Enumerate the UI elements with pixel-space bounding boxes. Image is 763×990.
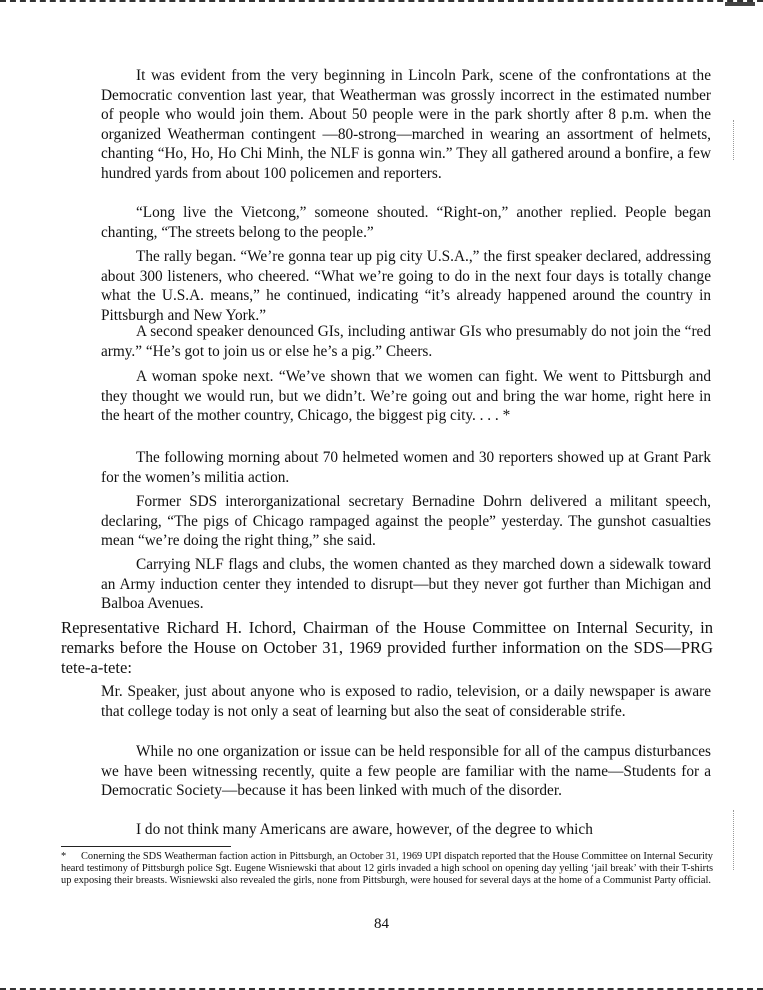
quote-paragraph: “Long live the Vietcong,” someone shouted. “Right-on,” another replied. People began chanting, “The streets belong to the people.”	[101, 204, 711, 241]
speech-paragraph: While no one organization or issue can be held responsible for all of the campus disturbances we have been witnessing recently, quite a few people are familiar with the name—Students for a Democratic Society—because it has been linked with much of the disorder.	[101, 743, 711, 799]
scan-gutter-mark	[733, 810, 735, 870]
quote-paragraph: Former SDS interorganizational secretary Bernadine Dohrn delivered a militant speech, declaring, “The pigs of Chicago rampaged against the people” yesterday. The gunshot casualties mean “we’re doing the right thing,” she said.	[101, 493, 711, 549]
scan-top-edge	[0, 0, 763, 6]
scan-bottom-edge	[0, 985, 763, 990]
quote-paragraph: A second speaker denounced GIs, including antiwar GIs who presumably do not join the “red army.” “He’s got to join us or else he’s a pig.” Cheers.	[101, 323, 711, 360]
speech-paragraph: Mr. Speaker, just about anyone who is exposed to radio, television, or a daily newspaper is aware that college today is not only a seat of learning but also the seat of considerable strife.	[101, 683, 711, 720]
quote-paragraph: The rally began. “We’re gonna tear up pig city U.S.A.,” the first speaker declared, addressing about 300 listeners, who cheered. “What we’re going to do in the next four days is totally change what the U.S.A. means,” he continued, indicating “it’s already happened around the country in Pittsburgh and New York.”	[101, 248, 711, 324]
page-number: 84	[374, 916, 389, 932]
intro-paragraph: Representative Richard H. Ichord, Chairman of the House Committee on Internal Security, in remarks before the House on October 31, 1969 provided further information on the SDS—PRG tete-a-tete:	[61, 618, 713, 677]
quote-paragraph: The following morning about 70 helmeted women and 30 reporters showed up at Grant Park for the women’s militia action.	[101, 449, 711, 486]
scan-gutter-mark	[733, 120, 735, 160]
quote-paragraph: Carrying NLF flags and clubs, the women chanted as they marched down a sidewalk toward an Army induction center they intended to disrupt—but they never got further than Michigan and Balboa Avenues.	[101, 556, 711, 612]
quote-paragraph: A woman spoke next. “We’ve shown that we women can fight. We went to Pittsburgh and they thought we would run, but we didn’t. We’re going out and bring the war home, right here in the heart of the mother country, Chicago, the biggest pig city. . . . *	[101, 368, 711, 424]
speech-paragraph: I do not think many Americans are aware, however, of the degree to which	[136, 821, 593, 838]
footnote-text: Conerning the SDS Weatherman faction action in Pittsburgh, an October 31, 1969 UPI dispatch reported that the House Committee on Internal Security heard testimony of Pittsburgh police Sgt. Eugene Wisniewski that about 12 girls invaded a high school on opening day yelling ‘jail break’ with their T-shirts up exposing their breasts. Wisniewski also revealed the girls, none from Pittsburgh, were housed for several days at the home of a Communist Party official.	[61, 851, 713, 886]
footnote	[61, 851, 713, 886]
footnote-rule	[61, 846, 231, 847]
scan-corner-mark	[725, 2, 755, 6]
quote-paragraph: It was evident from the very beginning in Lincoln Park, scene of the confrontations at the Democratic convention last year, that Weatherman was grossly incorrect in the estimated number of people who would join them. About 50 people were in the park shortly after 8 p.m. when the organized Weatherman contingent —80-strong—marched in wearing an assortment of helmets, chanting “Ho, Ho, Ho Chi Minh, the NLF is gonna win.” They all gathered around a bonfire, a few hundred yards from about 100 policemen and reporters.	[101, 67, 711, 182]
footnote-marker: *	[61, 851, 67, 862]
